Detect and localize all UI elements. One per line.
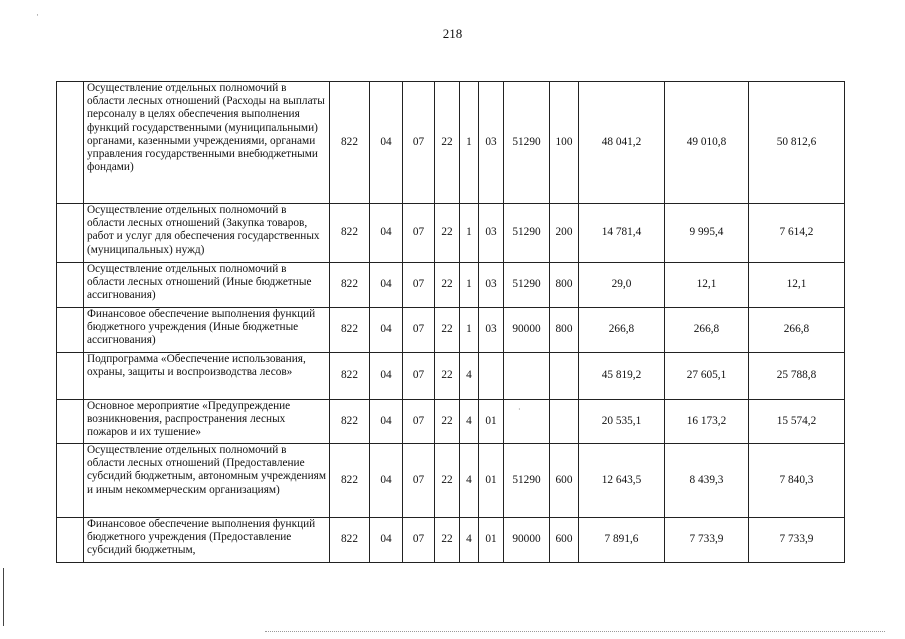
bottom-edge-line <box>265 631 885 633</box>
amount-year-1: 48 041,2 <box>579 82 665 204</box>
code-event: 01 <box>479 444 504 518</box>
amount-year-3: 15 574,2 <box>749 400 845 444</box>
code-direction: 90000 <box>504 308 550 353</box>
code-section: 04 <box>370 204 403 263</box>
code-subprogram: 4 <box>460 518 479 563</box>
code-event: 03 <box>479 263 504 308</box>
code-direction: 51290 <box>504 444 550 518</box>
corner-mark: · <box>36 10 39 20</box>
table-row <box>57 82 845 204</box>
row-description: Подпрограмма «Обеспечение использования, охраны, защиты и воспроизводства лесов» <box>84 353 330 400</box>
code-direction: 51290 <box>504 204 550 263</box>
code-section: 04 <box>370 82 403 204</box>
page-number: 218 <box>442 26 463 41</box>
code-subprogram: 4 <box>460 400 479 444</box>
blank-cell <box>57 518 84 563</box>
code-subsection: 07 <box>403 82 435 204</box>
code-event: 03 <box>479 308 504 353</box>
code-section: 04 <box>370 400 403 444</box>
amount-year-3: 266,8 <box>749 308 845 353</box>
amount-year-2: 266,8 <box>665 308 749 353</box>
blank-cell <box>57 444 84 518</box>
code-subprogram: 4 <box>460 444 479 518</box>
code-program: 22 <box>435 353 460 400</box>
table-row <box>57 444 845 518</box>
amount-year-1: 12 643,5 <box>579 444 665 518</box>
code-program: 22 <box>435 82 460 204</box>
table-row <box>57 353 845 400</box>
code-subsection: 07 <box>403 400 435 444</box>
code-ministry: 822 <box>330 353 370 400</box>
code-subprogram: 4 <box>460 353 479 400</box>
code-section: 04 <box>370 518 403 563</box>
amount-year-1: 20 535,1 <box>579 400 665 444</box>
code-direction <box>504 400 550 444</box>
code-subsection: 07 <box>403 263 435 308</box>
code-expense-type: 600 <box>550 518 579 563</box>
code-subprogram: 1 <box>460 82 479 204</box>
amount-year-2: 16 173,2 <box>665 400 749 444</box>
code-event: 01 <box>479 400 504 444</box>
code-ministry: 822 <box>330 518 370 563</box>
code-ministry: 822 <box>330 263 370 308</box>
code-event: 01 <box>479 518 504 563</box>
stray-mark: · <box>518 405 521 414</box>
table-row <box>57 518 845 563</box>
code-event: 03 <box>479 82 504 204</box>
amount-year-3: 12,1 <box>749 263 845 308</box>
code-expense-type: 800 <box>550 263 579 308</box>
code-expense-type: 800 <box>550 308 579 353</box>
row-description: Финансовое обеспечение выполнения функций бюджетного учреждения (Предоставление субсидий бюджетным, <box>84 518 330 563</box>
code-subsection: 07 <box>403 204 435 263</box>
blank-cell <box>57 308 84 353</box>
code-subprogram: 1 <box>460 204 479 263</box>
amount-year-2: 27 605,1 <box>665 353 749 400</box>
amount-year-3: 7 733,9 <box>749 518 845 563</box>
blank-cell <box>57 263 84 308</box>
code-expense-type <box>550 353 579 400</box>
row-description: Основное мероприятие «Предупреждение возникновения, распространения лесных пожаров и их тушение» <box>84 400 330 444</box>
table-row <box>57 204 845 263</box>
code-event: 03 <box>479 204 504 263</box>
code-ministry: 822 <box>330 308 370 353</box>
table-row <box>57 263 845 308</box>
row-description: Осуществление отдельных полномочий в области лесных отношений (Расходы на выплаты персоналу в целях обеспечения выполнения функций государственными (муниципальными) органами, казенными учреждениями, органами управления государственными внебюджетными фондами) <box>84 82 330 204</box>
amount-year-2: 9 995,4 <box>665 204 749 263</box>
code-program: 22 <box>435 308 460 353</box>
code-direction: 51290 <box>504 263 550 308</box>
blank-cell <box>57 82 84 204</box>
code-section: 04 <box>370 308 403 353</box>
row-description: Осуществление отдельных полномочий в области лесных отношений (Предоставление субсидий бюджетным, автономным учреждениям и иным некоммерческим организациям) <box>84 444 330 518</box>
code-subsection: 07 <box>403 444 435 518</box>
row-description: Осуществление отдельных полномочий в области лесных отношений (Иные бюджетные ассигнования) <box>84 263 330 308</box>
amount-year-3: 25 788,8 <box>749 353 845 400</box>
code-section: 04 <box>370 353 403 400</box>
code-ministry: 822 <box>330 204 370 263</box>
blank-cell <box>57 204 84 263</box>
amount-year-1: 266,8 <box>579 308 665 353</box>
amount-year-1: 14 781,4 <box>579 204 665 263</box>
code-program: 22 <box>435 263 460 308</box>
table-row <box>57 400 845 444</box>
amount-year-3: 50 812,6 <box>749 82 845 204</box>
code-event <box>479 353 504 400</box>
code-section: 04 <box>370 263 403 308</box>
row-description: Финансовое обеспечение выполнения функций бюджетного учреждения (Иные бюджетные ассигнования) <box>84 308 330 353</box>
code-expense-type <box>550 400 579 444</box>
code-ministry: 822 <box>330 400 370 444</box>
code-subsection: 07 <box>403 308 435 353</box>
left-margin-line <box>3 568 4 626</box>
code-subsection: 07 <box>403 518 435 563</box>
amount-year-1: 7 891,6 <box>579 518 665 563</box>
code-section: 04 <box>370 444 403 518</box>
code-expense-type: 600 <box>550 444 579 518</box>
code-subprogram: 1 <box>460 308 479 353</box>
code-program: 22 <box>435 518 460 563</box>
row-description: Осуществление отдельных полномочий в области лесных отношений (Закупка товаров, работ и услуг для обеспечения государственных (муниципальных) нужд) <box>84 204 330 263</box>
code-subprogram: 1 <box>460 263 479 308</box>
budget-table <box>56 81 845 563</box>
amount-year-1: 45 819,2 <box>579 353 665 400</box>
code-ministry: 822 <box>330 444 370 518</box>
code-ministry: 822 <box>330 82 370 204</box>
table-row <box>57 308 845 353</box>
amount-year-1: 29,0 <box>579 263 665 308</box>
code-expense-type: 200 <box>550 204 579 263</box>
amount-year-3: 7 614,2 <box>749 204 845 263</box>
blank-cell <box>57 353 84 400</box>
blank-cell <box>57 400 84 444</box>
amount-year-3: 7 840,3 <box>749 444 845 518</box>
code-program: 22 <box>435 400 460 444</box>
code-direction <box>504 353 550 400</box>
amount-year-2: 49 010,8 <box>665 82 749 204</box>
code-subsection: 07 <box>403 353 435 400</box>
code-expense-type: 100 <box>550 82 579 204</box>
amount-year-2: 7 733,9 <box>665 518 749 563</box>
amount-year-2: 8 439,3 <box>665 444 749 518</box>
code-direction: 90000 <box>504 518 550 563</box>
code-program: 22 <box>435 444 460 518</box>
code-direction: 51290 <box>504 82 550 204</box>
amount-year-2: 12,1 <box>665 263 749 308</box>
code-program: 22 <box>435 204 460 263</box>
